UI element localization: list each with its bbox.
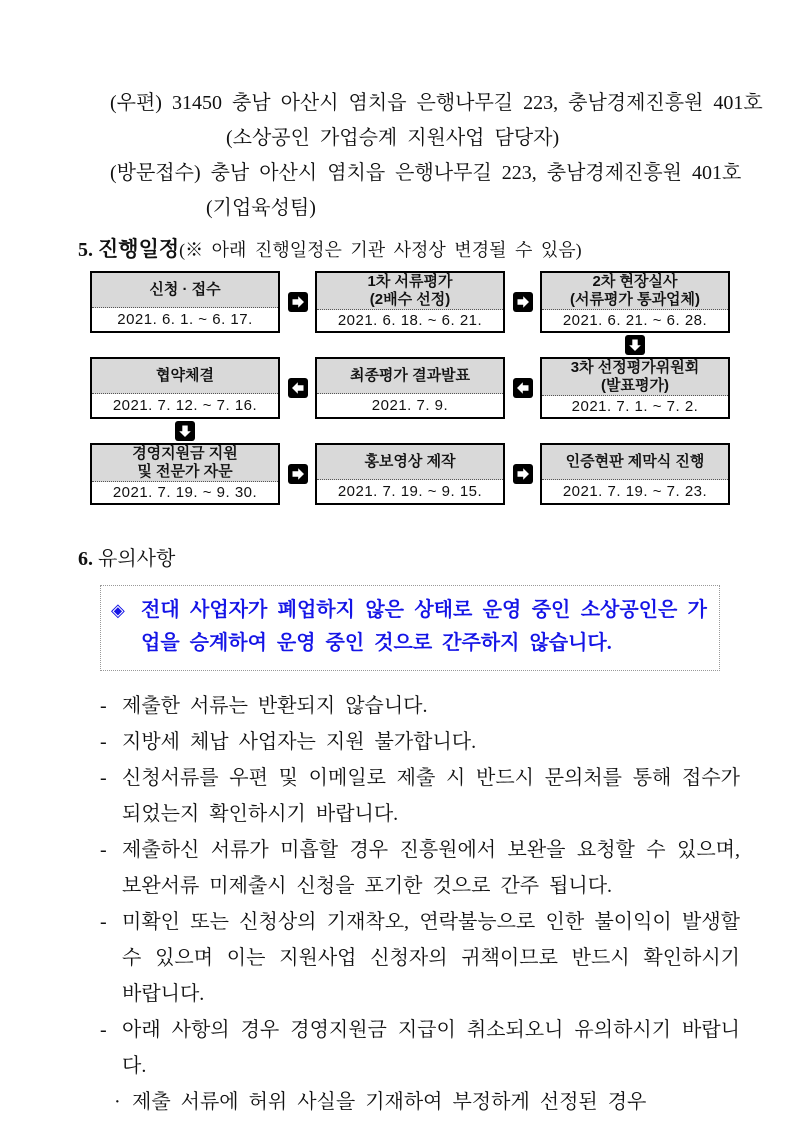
flow-step-agreement <box>90 357 280 419</box>
step-title: 인증현판 제막식 진행 <box>565 453 705 470</box>
address-line-visit: (방문접수) 충남 아산시 염치읍 은행나무길 223, 충남경제진흥원 401호 <box>110 162 742 184</box>
flow-step-plaque-ceremony <box>540 443 730 505</box>
dash-marker: - <box>100 731 107 753</box>
notice-box <box>100 585 720 671</box>
flow-arrow-down-icon <box>175 421 195 441</box>
section5-heading <box>0 235 800 264</box>
list-item: - 제출한 서류는 반환되지 않습니다. <box>100 688 740 724</box>
step-date: 2021. 7. 9. <box>371 397 449 414</box>
flow-row-1 <box>90 271 730 333</box>
step-title: 홍보영상 제작 <box>364 453 456 470</box>
step-date: 2021. 7. 19. ~ 7. 23. <box>562 483 708 500</box>
step-date: 2021. 7. 19. ~ 9. 30. <box>112 484 258 501</box>
section6-number: 6. <box>78 548 93 570</box>
diamond-bullet-icon: ◈ <box>111 600 125 620</box>
step-title: 1차 서류평가 <box>367 273 453 290</box>
step-title-line2: (발표평가) <box>601 377 669 394</box>
section5-title: 진행일정 <box>98 237 180 261</box>
step-date: 2021. 7. 19. ~ 9. 15. <box>337 483 483 500</box>
step-title: 최종평가 결과발표 <box>349 367 471 384</box>
flow-arrow-down-icon <box>625 335 645 355</box>
flow-arrow-right-icon <box>288 464 308 484</box>
dash-marker: - <box>100 839 107 861</box>
flow-step-promo-video <box>315 443 505 505</box>
list-item: - 미확인 또는 신청상의 기재착오, 연락불능으로 인한 불이익이 발생할 수 있으며 이는 지원사업 신청자의 귀책이므로 반드시 확인하시기 바랍니다. <box>100 904 740 1012</box>
step-date: 2021. 7. 12. ~ 7. 16. <box>112 397 258 414</box>
address-line-recipient: (소상공인 가업승계 지원사업 담당자) <box>226 127 560 149</box>
dot-marker: · <box>114 1091 121 1113</box>
schedule-flowchart <box>0 271 800 505</box>
step-date: 2021. 6. 18. ~ 6. 21. <box>337 312 483 329</box>
flow-connector-2 <box>90 419 730 443</box>
step-title: 3차 선정평가위원회 <box>570 359 700 376</box>
address-line-team: (기업육성팀) <box>206 197 316 219</box>
section5-note: (※ 아래 진행일정은 기관 사정상 변경될 수 있음) <box>179 240 582 260</box>
list-item: - 지방세 체납 사업자는 지원 불가합니다. <box>100 724 740 760</box>
dash-marker: - <box>100 911 107 933</box>
dash-marker: - <box>100 767 107 789</box>
step-title-line2: (서류평가 통과업체) <box>569 291 701 308</box>
flow-connector-1 <box>90 333 730 357</box>
contact-address-block <box>0 86 800 226</box>
step-title-line2: (2배수 선정) <box>369 291 451 308</box>
dash-marker: - <box>100 695 107 717</box>
flow-step-final-result <box>315 357 505 419</box>
section6-title: 유의사항 <box>98 548 176 570</box>
flow-arrow-right-icon <box>513 292 533 312</box>
flow-row-3 <box>90 443 730 505</box>
flow-arrow-right-icon <box>288 292 308 312</box>
section6-heading <box>0 545 800 573</box>
flow-arrow-right-icon <box>513 464 533 484</box>
step-title: 협약체결 <box>156 367 214 384</box>
step-title: 신청 · 접수 <box>149 281 221 298</box>
notice-text: 전대 사업자가 폐업하지 않은 상태로 운영 중인 소상공인은 가업을 승계하여 운영 중인 것으로 간주하지 않습니다. <box>141 599 707 654</box>
list-item: - 제출하신 서류가 미흡할 경우 진흥원에서 보완을 요청할 수 있으며, 보완서류 미제출시 신청을 포기한 것으로 간주 됩니다. <box>100 832 740 904</box>
step-date: 2021. 7. 1. ~ 7. 2. <box>571 398 699 415</box>
step-date: 2021. 6. 1. ~ 6. 17. <box>117 311 253 328</box>
flow-arrow-left-icon <box>513 378 533 398</box>
flow-arrow-left-icon <box>288 378 308 398</box>
list-sub-item: · 제출 서류에 허위 사실을 기재하여 부정하게 선정된 경우 <box>114 1084 740 1120</box>
step-title-line2: 및 전문가 자문 <box>137 463 233 480</box>
flow-row-2 <box>90 357 730 419</box>
step-title: 경영지원금 지원 <box>132 445 238 462</box>
flow-step-grant-support <box>90 443 280 505</box>
address-line-mail: (우편) 31450 충남 아산시 염치읍 은행나무길 223, 충남경제진흥원 401호 <box>110 92 763 114</box>
list-item: - 아래 사항의 경우 경영지원금 지급이 취소되오니 유의하시기 바랍니다. <box>100 1012 740 1084</box>
notes-list <box>0 688 800 1120</box>
flow-step-site-visit <box>540 271 730 333</box>
flow-step-doc-review <box>315 271 505 333</box>
flow-step-committee <box>540 357 730 419</box>
step-date: 2021. 6. 21. ~ 6. 28. <box>562 312 708 329</box>
step-title: 2차 현장실사 <box>592 273 678 290</box>
list-item: - 신청서류를 우편 및 이메일로 제출 시 반드시 문의처를 통해 접수가 되었는지 확인하시기 바랍니다. <box>100 760 740 832</box>
dash-marker: - <box>100 1019 107 1041</box>
flow-step-apply <box>90 271 280 333</box>
section5-number: 5. <box>78 239 93 261</box>
